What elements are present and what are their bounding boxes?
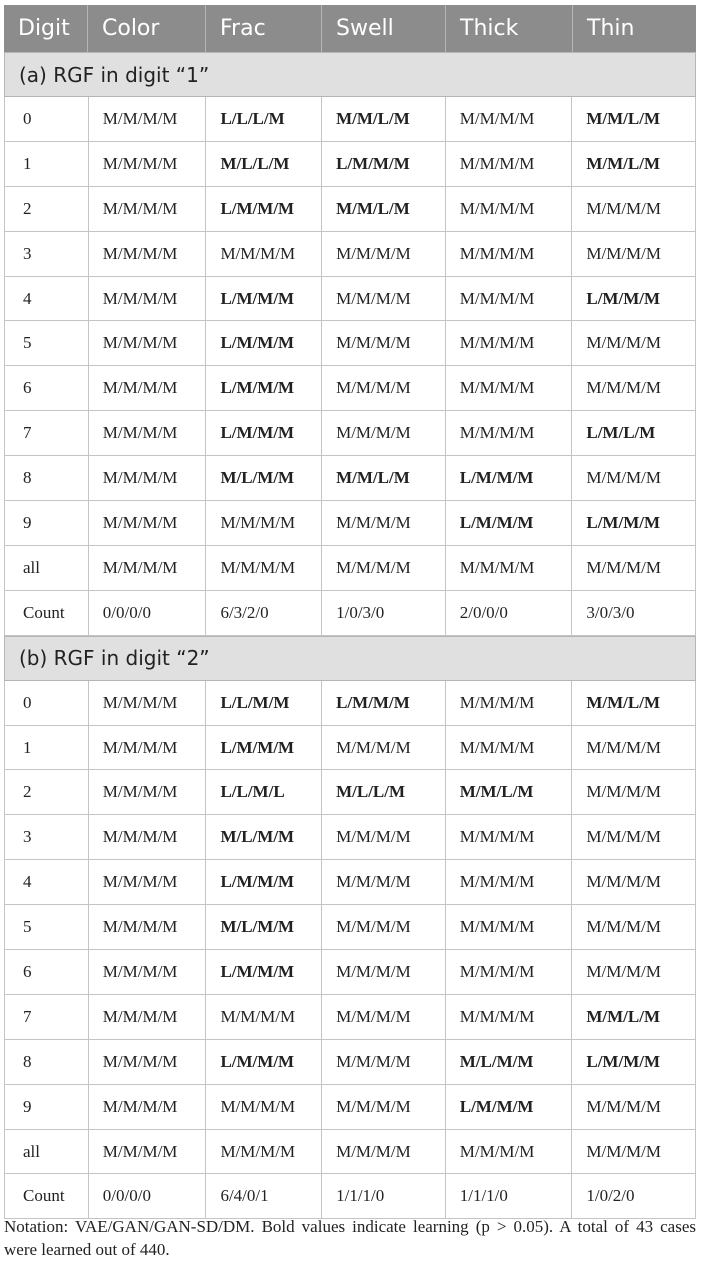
value-cell: M/M/M/M — [89, 1130, 207, 1174]
results-table — [4, 5, 696, 1219]
value-cell: M/M/L/M — [322, 97, 446, 141]
value-cell: L/M/M/M — [206, 411, 322, 455]
value-cell: M/M/M/M — [89, 277, 207, 321]
value-cell: 3/0/3/0 — [586, 602, 635, 622]
digit-cell: 4 — [5, 277, 89, 321]
value-cell: L/M/M/M — [206, 726, 322, 770]
value-cell: M/M/M/M — [89, 950, 207, 994]
value-cell: L/M/M/M — [586, 288, 661, 308]
value-cell: M/M/M/M — [446, 366, 573, 410]
value-cell: M/M/M/M — [322, 860, 446, 904]
value-cell: 0/0/0/0 — [89, 591, 207, 635]
digit-cell: 3 — [5, 815, 89, 859]
value-cell: M/M/M/M — [322, 950, 446, 994]
value-cell: L/M/M/M — [206, 860, 322, 904]
value-cell: 1/1/1/0 — [322, 1174, 446, 1218]
value-cell: M/M/M/M — [322, 501, 446, 545]
table-row — [4, 1040, 696, 1085]
value-cell: M/M/M/M — [206, 995, 322, 1039]
table-row — [4, 142, 696, 187]
value-cell: L/M/M/M — [206, 277, 322, 321]
table-footnote: Notation: VAE/GAN/GAN-SD/DM. Bold values indicate learning (p > 0.05). A total of 43 cases were learned out of 440. — [4, 1217, 696, 1259]
table-row — [4, 321, 696, 366]
value-cell: L/L/M/L — [206, 770, 322, 814]
value-cell: M/M/M/M — [446, 232, 573, 276]
value-cell: M/M/M/M — [446, 815, 573, 859]
value-cell: M/M/M/M — [89, 770, 207, 814]
value-cell: M/M/M/M — [322, 546, 446, 590]
digit-cell: all — [5, 1130, 89, 1174]
digit-cell: 7 — [5, 411, 89, 455]
value-cell: M/M/M/M — [89, 860, 207, 904]
value-cell: M/M/M/M — [89, 1040, 207, 1084]
digit-cell: 2 — [5, 770, 89, 814]
value-cell: M/M/M/M — [446, 995, 573, 1039]
value-cell: M/L/L/M — [322, 770, 446, 814]
table-row — [4, 411, 696, 456]
value-cell: L/M/M/M — [322, 681, 446, 725]
table-row — [4, 815, 696, 860]
value-cell: M/M/M/M — [446, 546, 573, 590]
value-cell: M/M/M/M — [586, 737, 661, 757]
value-cell: M/M/M/M — [586, 333, 661, 353]
header-cell-thin: Thin — [587, 16, 635, 41]
value-cell: M/M/M/M — [89, 321, 207, 365]
value-cell: M/M/M/M — [322, 726, 446, 770]
value-cell: M/M/M/M — [322, 1085, 446, 1129]
digit-cell: 1 — [5, 142, 89, 186]
value-cell: M/M/M/M — [89, 411, 207, 455]
digit-cell: 7 — [5, 995, 89, 1039]
value-cell: 6/3/2/0 — [206, 591, 322, 635]
table-row — [4, 1085, 696, 1130]
value-cell: M/M/M/M — [586, 872, 661, 892]
value-cell: M/M/M/M — [586, 557, 661, 577]
table-row — [4, 277, 696, 322]
value-cell: M/M/M/M — [89, 815, 207, 859]
header-cell-frac: Frac — [206, 5, 322, 52]
table-row — [4, 591, 696, 636]
value-cell: M/M/M/M — [89, 187, 207, 231]
value-cell: 1/1/1/0 — [446, 1174, 573, 1218]
value-cell: L/L/L/M — [206, 97, 322, 141]
value-cell: M/M/L/M — [586, 692, 661, 712]
table-row — [4, 1174, 696, 1219]
header-cell-digit: Digit — [4, 5, 88, 52]
table-row — [4, 950, 696, 995]
digit-cell: 4 — [5, 860, 89, 904]
value-cell: M/M/M/M — [446, 860, 573, 904]
value-cell: L/M/M/M — [446, 1085, 573, 1129]
table-row — [4, 1130, 696, 1175]
value-cell: M/M/M/M — [89, 681, 207, 725]
table-row — [4, 187, 696, 232]
value-cell: M/M/M/M — [586, 243, 661, 263]
section-title: (b) RGF in digit “2” — [4, 636, 696, 681]
value-cell: M/M/M/M — [322, 232, 446, 276]
value-cell: 6/4/0/1 — [206, 1174, 322, 1218]
value-cell: 1/0/3/0 — [322, 591, 446, 635]
value-cell: M/M/M/M — [322, 321, 446, 365]
value-cell: M/M/M/M — [89, 1085, 207, 1129]
header-cell-color: Color — [88, 5, 206, 52]
value-cell: M/M/M/M — [586, 917, 661, 937]
table-row — [4, 501, 696, 546]
value-cell: M/M/M/M — [89, 97, 207, 141]
value-cell: M/M/M/M — [586, 198, 661, 218]
value-cell: M/M/M/M — [206, 546, 322, 590]
value-cell: L/M/M/M — [206, 321, 322, 365]
value-cell: L/M/M/M — [586, 512, 661, 532]
digit-cell: all — [5, 546, 89, 590]
value-cell: M/M/M/M — [322, 411, 446, 455]
value-cell: M/L/L/M — [206, 142, 322, 186]
value-cell: L/M/M/M — [206, 187, 322, 231]
digit-cell: 5 — [5, 321, 89, 365]
digit-cell: 3 — [5, 232, 89, 276]
table-body — [4, 52, 696, 1219]
digit-cell: 6 — [5, 950, 89, 994]
value-cell: M/M/M/M — [322, 366, 446, 410]
value-cell: M/M/L/M — [446, 770, 573, 814]
header-cell-thick: Thick — [446, 5, 573, 52]
digit-cell: 2 — [5, 187, 89, 231]
value-cell: M/M/L/M — [322, 187, 446, 231]
digit-cell: 8 — [5, 1040, 89, 1084]
value-cell: M/M/M/M — [89, 905, 207, 949]
value-cell: M/L/M/M — [206, 815, 322, 859]
value-cell: 1/0/2/0 — [586, 1186, 635, 1206]
value-cell: M/M/L/M — [586, 1006, 661, 1026]
digit-cell: Count — [5, 1174, 89, 1218]
value-cell: M/M/M/M — [89, 456, 207, 500]
value-cell: M/M/M/M — [206, 1130, 322, 1174]
value-cell: M/M/M/M — [446, 681, 573, 725]
table-row — [4, 366, 696, 411]
value-cell: M/L/M/M — [446, 1040, 573, 1084]
digit-cell: 6 — [5, 366, 89, 410]
value-cell: M/M/M/M — [586, 961, 661, 981]
value-cell: M/M/M/M — [89, 232, 207, 276]
value-cell: M/M/M/M — [446, 950, 573, 994]
digit-cell: Count — [5, 591, 89, 635]
value-cell: M/M/M/M — [446, 321, 573, 365]
value-cell: M/M/M/M — [446, 411, 573, 455]
value-cell: M/M/M/M — [206, 501, 322, 545]
value-cell: M/M/M/M — [446, 1130, 573, 1174]
value-cell: M/M/M/M — [586, 1096, 661, 1116]
value-cell: M/M/M/M — [89, 726, 207, 770]
value-cell: M/M/M/M — [89, 501, 207, 545]
value-cell: M/M/M/M — [446, 142, 573, 186]
value-cell: M/M/M/M — [322, 277, 446, 321]
value-cell: M/M/M/M — [586, 782, 661, 802]
value-cell: 0/0/0/0 — [89, 1174, 207, 1218]
value-cell: L/M/M/M — [446, 456, 573, 500]
value-cell: L/M/M/M — [586, 1051, 661, 1071]
table-row — [4, 860, 696, 905]
digit-cell: 0 — [5, 681, 89, 725]
value-cell: M/L/M/M — [206, 456, 322, 500]
value-cell: M/M/M/M — [446, 726, 573, 770]
value-cell: M/M/M/M — [586, 378, 661, 398]
value-cell: M/M/M/M — [322, 905, 446, 949]
digit-cell: 9 — [5, 501, 89, 545]
value-cell: M/M/M/M — [322, 815, 446, 859]
table-row — [4, 770, 696, 815]
value-cell: M/M/M/M — [322, 1040, 446, 1084]
value-cell: L/M/M/M — [206, 950, 322, 994]
table-row — [4, 905, 696, 950]
table-row — [4, 232, 696, 277]
value-cell: M/M/M/M — [586, 1141, 661, 1161]
value-cell: M/M/L/M — [586, 153, 661, 173]
table-row — [4, 456, 696, 501]
value-cell: L/L/M/M — [206, 681, 322, 725]
value-cell: M/L/M/M — [206, 905, 322, 949]
table-row — [4, 681, 696, 726]
value-cell: M/M/M/M — [206, 1085, 322, 1129]
value-cell: M/M/M/M — [89, 366, 207, 410]
value-cell: M/M/M/M — [89, 546, 207, 590]
table-header-row — [4, 5, 696, 52]
table-row — [4, 97, 696, 142]
value-cell: M/M/M/M — [322, 1130, 446, 1174]
digit-cell: 8 — [5, 456, 89, 500]
section-title: (a) RGF in digit “1” — [4, 52, 696, 97]
value-cell: L/M/M/M — [206, 366, 322, 410]
value-cell: M/M/L/M — [322, 456, 446, 500]
value-cell: L/M/M/M — [322, 142, 446, 186]
value-cell: M/M/M/M — [446, 905, 573, 949]
table-row — [4, 546, 696, 591]
digit-cell: 0 — [5, 97, 89, 141]
value-cell: L/M/M/M — [446, 501, 573, 545]
value-cell: M/M/L/M — [586, 108, 661, 128]
value-cell: M/M/M/M — [89, 142, 207, 186]
value-cell: M/M/M/M — [446, 277, 573, 321]
table-row — [4, 995, 696, 1040]
digit-cell: 9 — [5, 1085, 89, 1129]
value-cell: M/M/M/M — [89, 995, 207, 1039]
value-cell: M/M/M/M — [586, 468, 661, 488]
digit-cell: 1 — [5, 726, 89, 770]
header-cell-swell: Swell — [322, 5, 446, 52]
digit-cell: 5 — [5, 905, 89, 949]
value-cell: L/M/L/M — [586, 423, 656, 443]
table-row — [4, 726, 696, 771]
value-cell: M/M/M/M — [446, 187, 573, 231]
value-cell: M/M/M/M — [586, 827, 661, 847]
value-cell: M/M/M/M — [446, 97, 573, 141]
value-cell: L/M/M/M — [206, 1040, 322, 1084]
value-cell: M/M/M/M — [206, 232, 322, 276]
value-cell: M/M/M/M — [322, 995, 446, 1039]
value-cell: 2/0/0/0 — [446, 591, 573, 635]
